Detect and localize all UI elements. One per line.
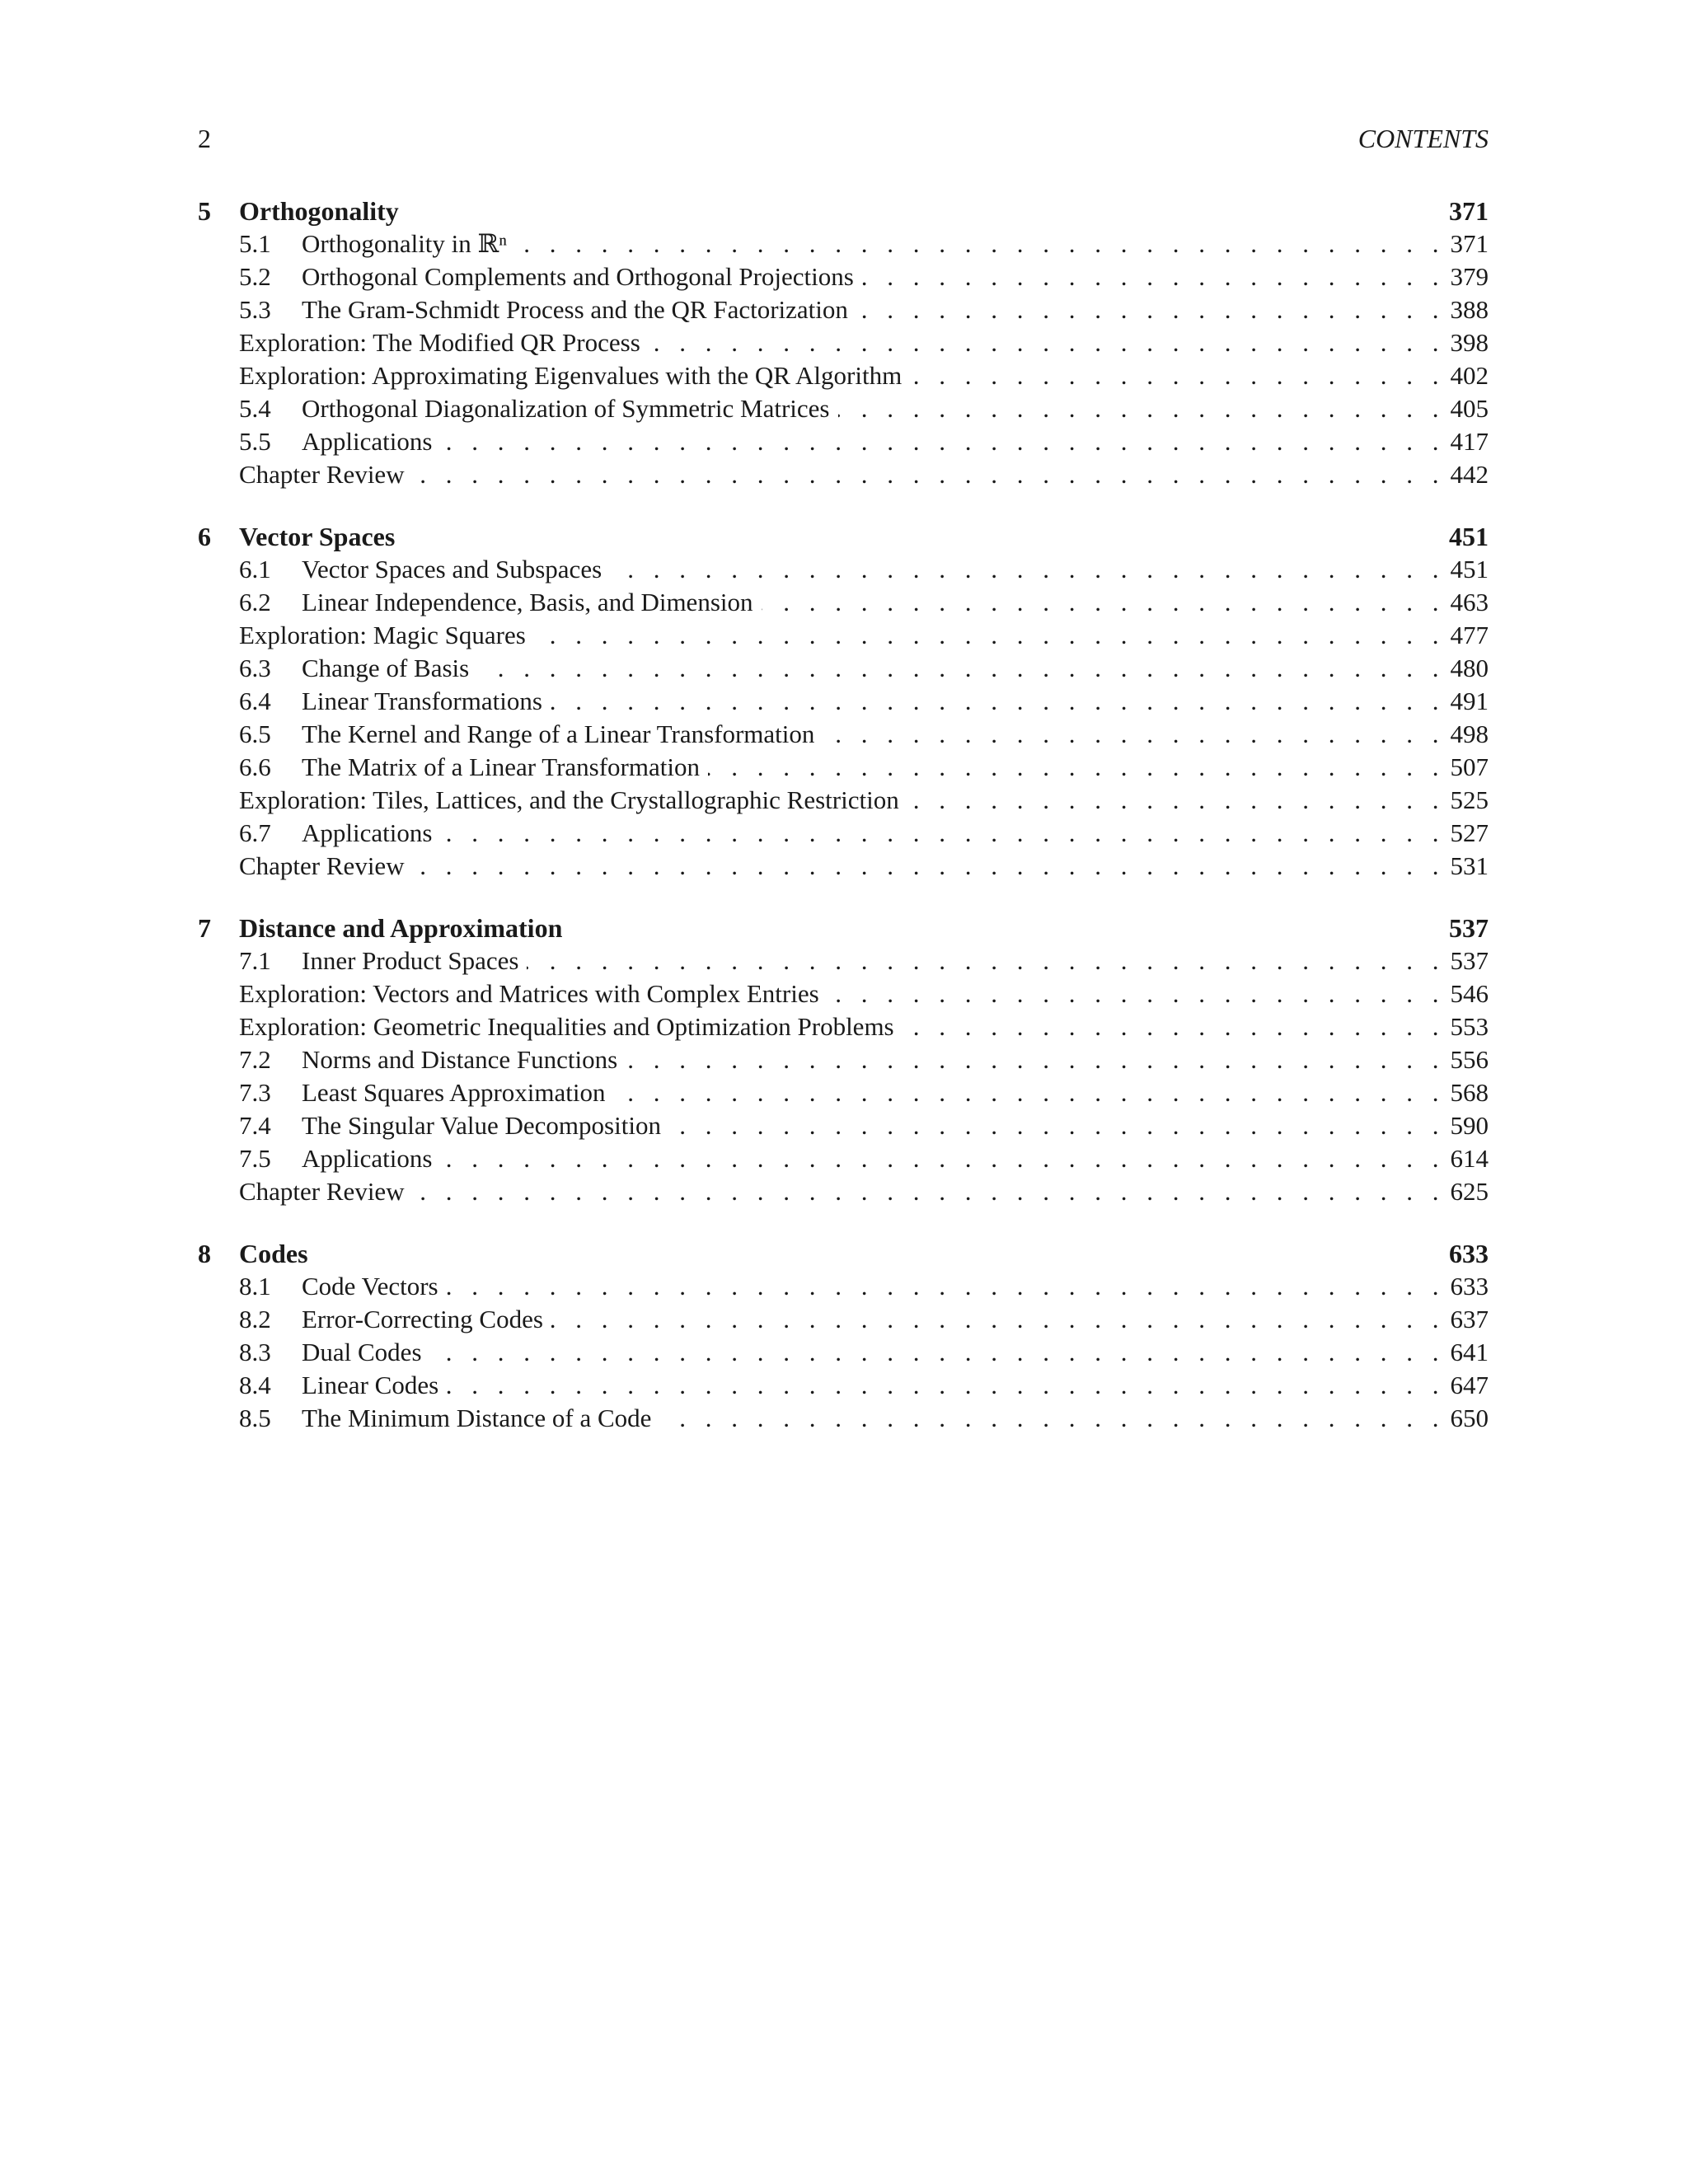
section-title: Norms and Distance Functions [302, 1045, 618, 1074]
section-page: 507 [1450, 752, 1489, 781]
toc-entry[interactable] [198, 944, 1489, 977]
section-title: The Singular Value Decomposition [302, 1111, 661, 1140]
toc-entry[interactable] [198, 392, 1489, 425]
section-title: Applications [302, 1144, 433, 1173]
toc-entry[interactable] [198, 1043, 1489, 1076]
toc-entry[interactable] [198, 977, 1489, 1010]
section-title: Chapter Review [239, 851, 405, 880]
toc-entry[interactable] [198, 359, 1489, 392]
dot-leader [430, 1336, 1446, 1369]
section-page: 546 [1450, 979, 1489, 1008]
dot-leader [534, 619, 1446, 652]
dot-leader [440, 425, 1445, 458]
section-title: Change of Basis [302, 654, 470, 682]
section-page: 590 [1450, 1111, 1489, 1140]
section-number: 7.1 [239, 946, 271, 975]
chapter-heading[interactable] [198, 1237, 1489, 1270]
chapter-title: Orthogonality [239, 196, 399, 226]
chapter-number: 7 [198, 913, 211, 943]
section-title: Linear Codes [302, 1371, 439, 1399]
dot-leader [413, 458, 1446, 491]
section-page: 451 [1450, 555, 1489, 583]
dot-leader [527, 944, 1445, 977]
section-page: 398 [1450, 328, 1489, 357]
chapter-page: 537 [1449, 913, 1489, 943]
toc-entry[interactable] [198, 1336, 1489, 1369]
section-title: Inner Product Spaces [302, 946, 519, 975]
toc-entry[interactable] [198, 718, 1489, 751]
chapter-heading[interactable] [198, 194, 1489, 227]
section-number: 6.6 [239, 752, 271, 781]
section-number: 7.2 [239, 1045, 271, 1074]
section-title: Chapter Review [239, 460, 405, 489]
section-page: 650 [1450, 1404, 1489, 1432]
toc-entry[interactable] [198, 1076, 1489, 1109]
dot-leader [477, 652, 1445, 685]
toc-entry[interactable] [198, 850, 1489, 883]
toc-entry[interactable] [198, 458, 1489, 491]
section-page: 402 [1450, 361, 1489, 390]
section-number: 5.5 [239, 427, 271, 456]
toc-entry[interactable] [198, 1142, 1489, 1175]
chapter-page: 451 [1449, 522, 1489, 551]
section-title: Least Squares Approximation [302, 1078, 606, 1107]
dot-leader [910, 359, 1445, 392]
section-page: 633 [1450, 1272, 1489, 1301]
section-title: Exploration: Geometric Inequalities and Optimization Problems [239, 1012, 894, 1041]
chapter-number: 8 [198, 1239, 211, 1268]
section-number: 8.2 [239, 1305, 271, 1333]
section-page: 625 [1450, 1177, 1489, 1206]
section-page: 405 [1450, 394, 1489, 423]
toc-entry[interactable] [198, 1010, 1489, 1043]
dot-leader [903, 1010, 1446, 1043]
section-page: 379 [1450, 262, 1489, 291]
toc-chapter [198, 520, 1489, 883]
section-number: 5.1 [239, 229, 271, 258]
section-title: The Matrix of a Linear Transformation [302, 752, 700, 781]
dot-leader [838, 392, 1446, 425]
section-page: 637 [1450, 1305, 1489, 1333]
dot-leader [762, 586, 1446, 619]
dot-leader [515, 227, 1445, 260]
section-number: 7.5 [239, 1144, 271, 1173]
section-page: 556 [1450, 1045, 1489, 1074]
toc-entry[interactable] [198, 326, 1489, 359]
section-title: Code Vectors [302, 1272, 438, 1301]
dot-leader [862, 260, 1446, 293]
dot-leader [447, 1270, 1446, 1303]
section-page: 442 [1450, 460, 1489, 489]
dot-leader [551, 685, 1446, 718]
section-page: 480 [1450, 654, 1489, 682]
chapter-title: Vector Spaces [239, 522, 396, 551]
toc-entry[interactable] [198, 586, 1489, 619]
section-page: 537 [1450, 946, 1489, 975]
section-number: 5.2 [239, 262, 271, 291]
chapter-heading[interactable] [198, 912, 1489, 944]
toc-entry[interactable] [198, 1303, 1489, 1336]
chapter-title: Codes [239, 1239, 308, 1268]
dot-leader [413, 1175, 1446, 1208]
section-page: 568 [1450, 1078, 1489, 1107]
section-title: Exploration: Magic Squares [239, 621, 526, 649]
section-page: 647 [1450, 1371, 1489, 1399]
section-page: 498 [1450, 719, 1489, 748]
section-title: Chapter Review [239, 1177, 405, 1206]
toc-entry[interactable] [198, 260, 1489, 293]
dot-leader [708, 751, 1446, 784]
section-title: Exploration: The Modified QR Process [239, 328, 640, 357]
section-number: 6.7 [239, 818, 271, 847]
dot-leader [447, 1369, 1445, 1402]
dot-leader [440, 817, 1445, 850]
chapter-page: 371 [1449, 196, 1489, 226]
section-page: 641 [1450, 1338, 1489, 1366]
section-page: 417 [1450, 427, 1489, 456]
toc-entry[interactable] [198, 784, 1489, 817]
toc-chapter [198, 194, 1489, 491]
dot-leader [551, 1303, 1446, 1336]
section-number: 8.4 [239, 1371, 271, 1399]
section-title: Dual Codes [302, 1338, 422, 1366]
section-title: Applications [302, 818, 433, 847]
section-page: 388 [1450, 295, 1489, 324]
dot-leader [823, 718, 1445, 751]
toc-chapter [198, 912, 1489, 1208]
dot-leader [669, 1109, 1446, 1142]
section-number: 8.5 [239, 1404, 271, 1432]
toc-entry[interactable] [198, 227, 1489, 260]
dot-leader [413, 850, 1446, 883]
chapter-number: 5 [198, 196, 211, 226]
section-page: 463 [1450, 588, 1489, 616]
section-number: 8.1 [239, 1272, 271, 1301]
toc-entry[interactable] [198, 685, 1489, 718]
section-page: 527 [1450, 818, 1489, 847]
section-title: Exploration: Tiles, Lattices, and the Crystallographic Restriction [239, 785, 899, 814]
section-page: 525 [1450, 785, 1489, 814]
section-title: Exploration: Vectors and Matrices with Complex Entries [239, 979, 819, 1008]
section-title: Linear Transformations [302, 687, 542, 715]
toc-chapter [198, 1237, 1489, 1435]
toc-entry[interactable] [198, 619, 1489, 652]
dot-leader [907, 784, 1446, 817]
section-title: Orthogonality in ℝⁿ [302, 229, 508, 258]
section-number: 5.4 [239, 394, 271, 423]
toc-entry[interactable] [198, 1369, 1489, 1402]
section-number: 6.4 [239, 687, 271, 715]
toc-entry[interactable] [198, 1175, 1489, 1208]
toc-entry[interactable] [198, 751, 1489, 784]
document-page [198, 122, 1489, 1464]
section-title: The Gram-Schmidt Process and the QR Factorization [302, 295, 848, 324]
page-number: 2 [198, 124, 211, 153]
section-title: Orthogonal Diagonalization of Symmetric Matrices [302, 394, 830, 423]
section-number: 6.3 [239, 654, 271, 682]
table-of-contents [198, 194, 1489, 1435]
section-number: 6.2 [239, 588, 271, 616]
toc-entry[interactable] [198, 1270, 1489, 1303]
dot-leader [440, 1142, 1445, 1175]
chapter-heading[interactable] [198, 520, 1489, 553]
toc-entry[interactable] [198, 652, 1489, 685]
section-page: 491 [1450, 687, 1489, 715]
toc-entry[interactable] [198, 817, 1489, 850]
chapter-title: Distance and Approximation [239, 913, 563, 943]
section-title: Orthogonal Complements and Orthogonal Projections [302, 262, 854, 291]
section-number: 6.5 [239, 719, 271, 748]
dot-leader [659, 1402, 1445, 1435]
section-title: The Minimum Distance of a Code [302, 1404, 652, 1432]
toc-entry[interactable] [198, 425, 1489, 458]
section-title: The Kernel and Range of a Linear Transformation [302, 719, 815, 748]
section-number: 7.3 [239, 1078, 271, 1107]
toc-entry[interactable] [198, 293, 1489, 326]
toc-entry[interactable] [198, 1109, 1489, 1142]
dot-leader [610, 553, 1445, 586]
dot-leader [856, 293, 1446, 326]
section-page: 371 [1450, 229, 1489, 258]
running-title: CONTENTS [1357, 124, 1489, 153]
section-title: Linear Independence, Basis, and Dimension [302, 588, 753, 616]
dot-leader [614, 1076, 1446, 1109]
section-title: Error-Correcting Codes [302, 1305, 543, 1333]
dot-leader [626, 1043, 1445, 1076]
dot-leader [828, 977, 1446, 1010]
section-page: 477 [1450, 621, 1489, 649]
section-page: 614 [1450, 1144, 1489, 1173]
section-title: Exploration: Approximating Eigenvalues with the QR Algorithm [239, 361, 903, 390]
section-number: 5.3 [239, 295, 271, 324]
section-title: Vector Spaces and Subspaces [302, 555, 603, 583]
section-number: 7.4 [239, 1111, 271, 1140]
section-number: 6.1 [239, 555, 271, 583]
toc-entry[interactable] [198, 1402, 1489, 1435]
dot-leader [649, 326, 1446, 359]
running-head [198, 122, 1489, 155]
section-number: 8.3 [239, 1338, 271, 1366]
toc-entry[interactable] [198, 553, 1489, 586]
section-page: 531 [1450, 851, 1489, 880]
section-page: 553 [1450, 1012, 1489, 1041]
chapter-number: 6 [198, 522, 211, 551]
section-title: Applications [302, 427, 433, 456]
chapter-page: 633 [1449, 1239, 1489, 1268]
